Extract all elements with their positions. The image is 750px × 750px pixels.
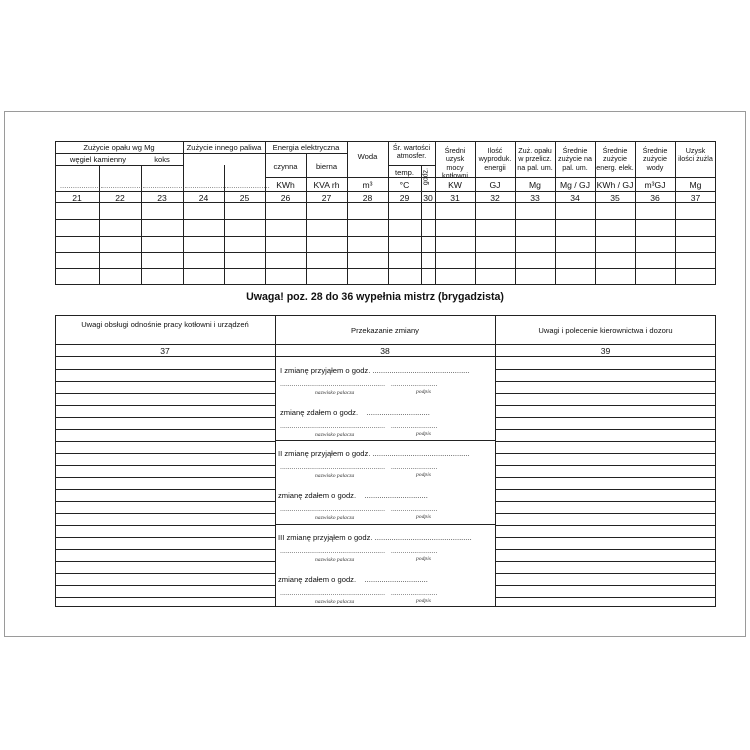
shift-handed-label: zmianę zdałem o godz. .............................. <box>278 575 428 584</box>
ruled-line <box>55 561 275 562</box>
col-divider <box>475 141 476 285</box>
ruled-line <box>495 525 716 526</box>
header-remarks: Uwagi obsługi odnośnie pracy kotłowni i urządzeń <box>81 320 249 329</box>
ruled-line <box>55 417 275 418</box>
shift-handed-label: zmianę zdałem o godz. .............................. <box>278 491 428 500</box>
signature-line: ...................................................... ........................ <box>280 381 438 388</box>
signature-caption: podpis <box>416 514 431 520</box>
ruled-line <box>495 549 716 550</box>
signature-line: ...................................................... ........................ <box>280 423 438 430</box>
signature-caption: podpis <box>416 598 431 604</box>
header-avg-water-use: Średnie zużycie wody <box>642 146 668 172</box>
shift-handed-label: zmianę zdałem o godz. .............................. <box>280 408 430 417</box>
header-avg-elec-use: Średnie zużycie energ. elek. <box>596 146 634 172</box>
col-number: 26 <box>280 193 291 203</box>
name-caption: nazwisko palacza <box>315 473 355 479</box>
col-divider <box>555 141 556 285</box>
shift-divider <box>275 440 495 441</box>
row-divider <box>55 219 716 220</box>
ruled-line <box>495 573 716 574</box>
ruled-line <box>495 537 716 538</box>
header-avg-fuel-use: Średnie zużycie na pal. um. <box>558 146 592 172</box>
col-number: 37 <box>160 346 170 356</box>
subheader-hour: godz. <box>422 167 430 186</box>
ruled-line <box>495 369 716 370</box>
row-divider <box>55 236 716 237</box>
ruled-line <box>55 465 275 466</box>
ruled-line <box>495 393 716 394</box>
signature-line: ...................................................... ........................ <box>280 506 438 513</box>
col-number: 33 <box>530 193 540 203</box>
row-divider <box>265 177 715 178</box>
col-divider <box>388 141 389 285</box>
row-divider <box>183 153 265 154</box>
header-handover: Przekazanie zmiany <box>351 326 419 335</box>
ruled-line <box>495 501 716 502</box>
name-caption: nazwisko palacza <box>315 599 355 605</box>
row-divider <box>55 153 183 154</box>
col-divider <box>635 141 636 285</box>
shift-taken-label: I zmianę przyjąłem o godz. .............................................. <box>280 366 470 375</box>
ruled-line <box>55 573 275 574</box>
ruled-line <box>55 393 275 394</box>
col-number: 23 <box>157 193 167 203</box>
row-divider <box>55 252 716 253</box>
ruled-line <box>55 477 275 478</box>
ruled-line <box>495 585 716 586</box>
col-number: 25 <box>239 193 250 203</box>
ruled-line <box>495 417 716 418</box>
ruled-line <box>495 489 716 490</box>
bottom-table-border <box>55 315 716 607</box>
col-number: 27 <box>321 193 332 203</box>
signature-caption: podpis <box>416 431 431 437</box>
col-divider <box>495 315 496 607</box>
ruled-line <box>55 489 275 490</box>
signature-line: ...................................................... ........................ <box>280 464 438 471</box>
row-divider <box>55 191 716 192</box>
header-water: Woda <box>357 152 378 161</box>
name-caption: nazwisko palacza <box>315 557 355 563</box>
shift-taken-label: III zmianę przyjąłem o godz. .............................................. <box>278 533 472 542</box>
header-energy-produced: Ilość wyproduk. energii <box>478 146 512 172</box>
col-number: 38 <box>380 346 390 356</box>
blank-dots: .................... <box>186 183 229 190</box>
col-number: 35 <box>610 193 620 203</box>
ruled-line <box>55 501 275 502</box>
unit-kwh-gj: KWh / GJ <box>596 180 634 190</box>
header-avg-atm: Śr. wartości atmosfer. <box>392 143 431 161</box>
col-number: 39 <box>600 346 611 356</box>
unit-kw: KW <box>448 180 462 190</box>
subheader-reactive: bierna <box>315 162 338 171</box>
signature-caption: podpis <box>416 472 431 478</box>
ruled-line <box>495 429 716 430</box>
col-divider <box>675 141 676 285</box>
col-divider <box>347 141 348 285</box>
subheader-coke: koks <box>154 155 170 164</box>
ruled-line <box>495 465 716 466</box>
col-number: 37 <box>690 193 701 203</box>
notice-text: Uwaga! poz. 28 do 36 wypełnia mistrz (brygadzista) <box>246 291 504 303</box>
col-number: 31 <box>450 193 460 203</box>
col-number: 21 <box>72 193 82 203</box>
ruled-line <box>55 441 275 442</box>
blank-dots: .................... <box>227 183 270 190</box>
ruled-line <box>55 597 275 598</box>
subheader-coal: węgiel kamienny <box>69 155 127 164</box>
row-divider <box>55 356 716 357</box>
ruled-line <box>55 429 275 430</box>
ruled-line <box>55 381 275 382</box>
col-number: 29 <box>399 193 410 203</box>
ruled-line <box>55 525 275 526</box>
row-divider <box>265 153 347 154</box>
unit-gj: GJ <box>489 180 501 190</box>
subheader-active: czynna <box>273 162 298 171</box>
row-divider <box>55 268 716 269</box>
header-management: Uwagi i polecenie kierownictwa i dozoru <box>538 326 673 335</box>
ruled-line <box>495 597 716 598</box>
ruled-line <box>495 405 716 406</box>
signature-caption: podpis <box>416 556 431 562</box>
unit-kvarh: KVA rh <box>313 180 340 190</box>
col-number: 22 <box>115 193 125 203</box>
col-number: 34 <box>570 193 580 203</box>
unit-mg: Mg <box>529 180 541 190</box>
ruled-line <box>55 549 275 550</box>
col-number: 36 <box>650 193 660 203</box>
row-divider <box>55 344 716 345</box>
blank-dots: .................... <box>144 183 187 190</box>
header-boiler-power: Średni uzysk mocy kotłowni <box>442 146 468 181</box>
blank-dots: .................... <box>102 183 145 190</box>
ruled-line <box>55 405 275 406</box>
header-other-fuel: Zużycie innego paliwa <box>186 143 262 152</box>
subheader-temp: temp. <box>395 168 414 177</box>
signature-line: ...................................................... ........................ <box>280 548 438 555</box>
header-fuel: Zużycie opału wg Mg <box>83 143 155 152</box>
col-divider <box>183 141 184 285</box>
name-caption: nazwisko palacza <box>315 515 355 521</box>
header-electric: Energia elektryczna <box>272 143 340 152</box>
header-fuel-per-unit: Zuż. opału w przelicz. na pal. um. <box>517 146 553 172</box>
ruled-line <box>55 369 275 370</box>
unit-m3: m³ <box>362 180 373 190</box>
signature-caption: podpis <box>416 389 431 395</box>
name-caption: nazwisko palacza <box>315 432 355 438</box>
ruled-line <box>495 381 716 382</box>
col-number: 24 <box>198 193 209 203</box>
unit-celsius: °C <box>399 180 410 190</box>
col-divider <box>275 315 276 607</box>
ruled-line <box>495 453 716 454</box>
ruled-line <box>495 513 716 514</box>
ruled-line <box>495 561 716 562</box>
ruled-line <box>55 453 275 454</box>
unit-mg-gj: Mg / GJ <box>559 180 591 190</box>
col-number: 32 <box>490 193 500 203</box>
row-divider <box>55 165 183 166</box>
shift-divider <box>275 524 495 525</box>
col-number: 30 <box>423 193 433 203</box>
unit-mg-slag: Mg <box>689 180 702 190</box>
name-caption: nazwisko palacza <box>315 390 355 396</box>
unit-m3-gj: m³GJ <box>644 180 666 190</box>
blank-dots: .................... <box>60 183 103 190</box>
col-divider <box>435 141 436 285</box>
ruled-line <box>55 513 275 514</box>
col-number: 28 <box>362 193 373 203</box>
ruled-line <box>495 477 716 478</box>
unit-kwh: KWh <box>276 180 295 190</box>
ruled-line <box>55 585 275 586</box>
signature-line: ...................................................... ........................ <box>280 590 438 597</box>
ruled-line <box>495 441 716 442</box>
shift-taken-label: II zmianę przyjąłem o godz. .............................................. <box>278 449 470 458</box>
ruled-line <box>55 537 275 538</box>
header-slag-yield: Uzysk ilości żużla <box>678 146 713 164</box>
